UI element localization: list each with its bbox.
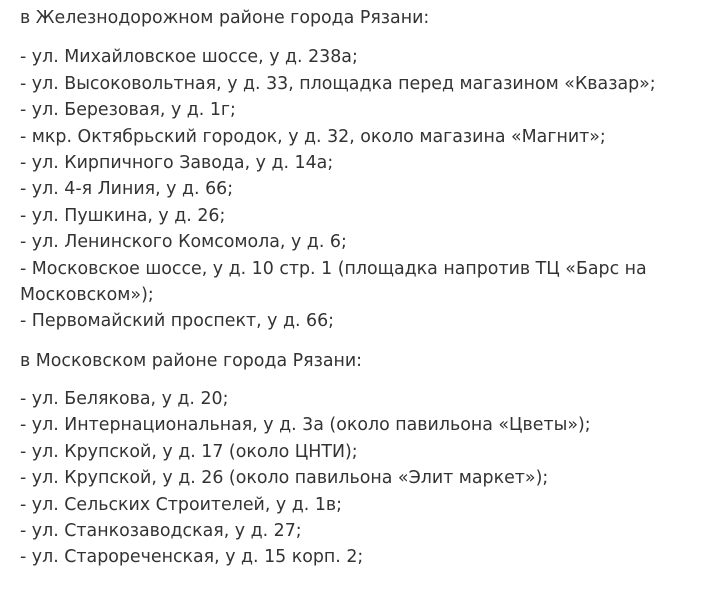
section-heading-moskovsky: в Московском районе города Рязани: <box>20 350 363 371</box>
list-item: - ул. Ленинского Комсомола, у д. 6; <box>20 232 347 253</box>
list-item: - ул. Пушкина, у д. 26; <box>20 205 226 226</box>
spacer <box>20 31 710 44</box>
list-item: - Первомайский проспект, у д. 66; <box>20 311 335 332</box>
spacer <box>20 374 710 386</box>
list-item: - ул. Березовая, у д. 1г; <box>20 100 236 121</box>
list-item-continuation: Московском»); <box>20 284 154 305</box>
list-item: - ул. Михайловское шоссе, у д. 238а; <box>20 47 358 68</box>
list-item: - ул. Сельских Строителей, у д. 1в; <box>20 494 342 515</box>
section-heading-zheleznodorozhny: в Железнодорожном районе города Рязани: <box>20 8 430 28</box>
list-item: - ул. Кирпичного Завода, у д. 14а; <box>20 152 334 173</box>
article-text <box>20 5 710 571</box>
list-item: - ул. Старореченская, у д. 15 корп. 2; <box>20 547 364 568</box>
list-item: - ул. Высоковольтная, у д. 33, площадка перед магазином «Квазар»; <box>20 73 656 94</box>
list-item: - ул. Интернациональная, у д. 3а (около павильона «Цветы»); <box>20 415 591 436</box>
list-item: - ул. 4-я Линия, у д. 66; <box>20 179 234 200</box>
spacer <box>20 335 710 348</box>
address-list-zheleznodorozhny <box>20 44 710 334</box>
list-item: - мкр. Октябрьский городок, у д. 32, около магазина «Магнит»; <box>20 126 606 147</box>
list-item: - ул. Станкозаводская, у д. 27; <box>20 521 302 542</box>
list-item: - ул. Крупской, у д. 17 (около ЦНТИ); <box>20 441 358 462</box>
list-item: - Московское шоссе, у д. 10 стр. 1 (площадка напротив ТЦ «Барс на <box>20 258 647 279</box>
address-list-moskovsky <box>20 386 710 571</box>
list-item: - ул. Крупской, у д. 26 (около павильона «Элит маркет»); <box>20 468 549 489</box>
list-item: - ул. Белякова, у д. 20; <box>20 389 229 410</box>
